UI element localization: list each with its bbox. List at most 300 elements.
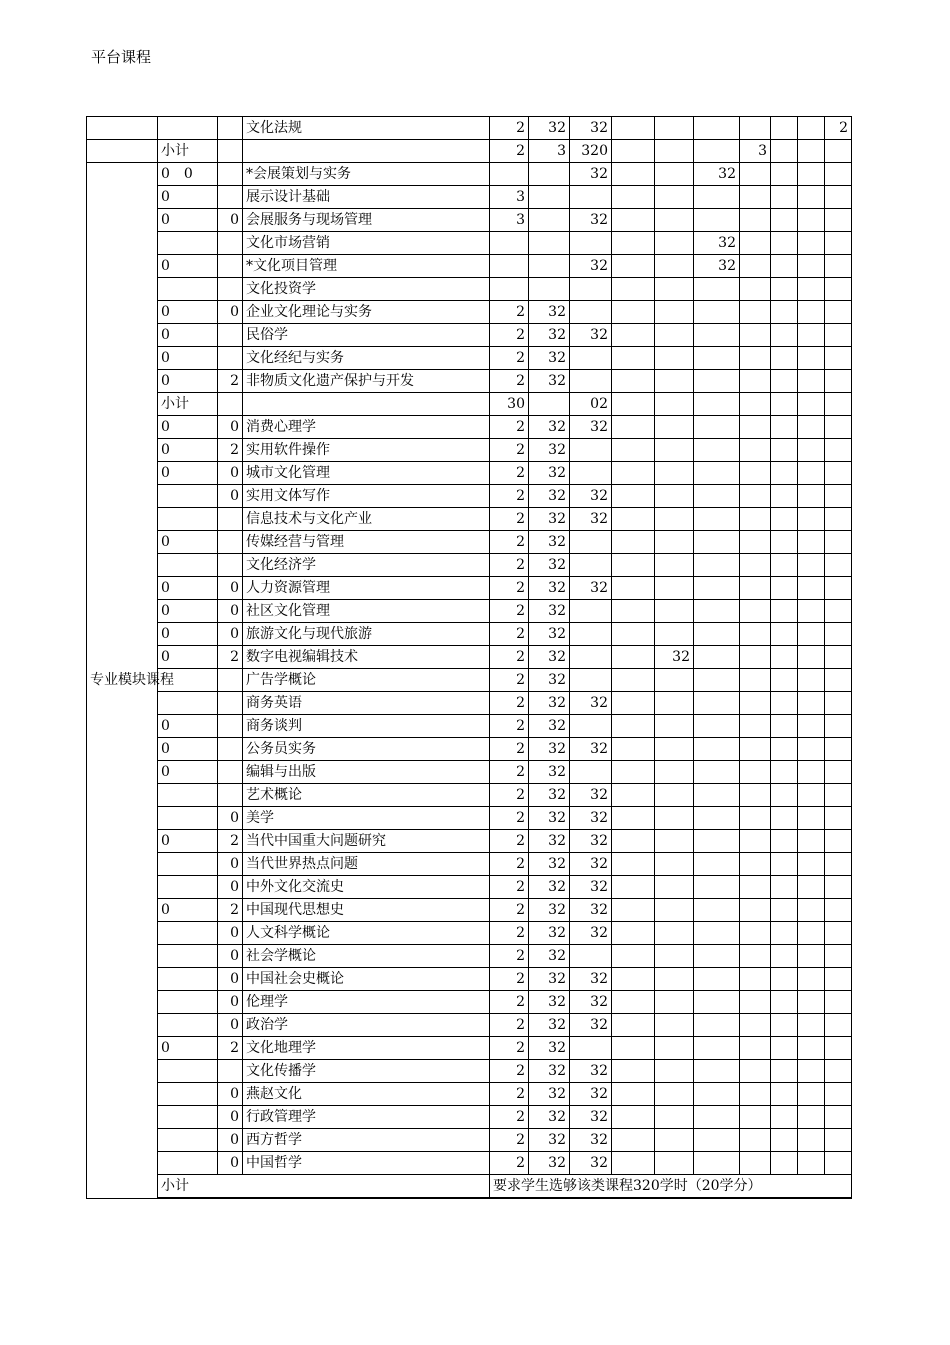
- value-cell: 32: [529, 347, 570, 370]
- value-cell: [655, 163, 694, 186]
- table-row: [87, 1060, 852, 1083]
- code-cell: [158, 945, 218, 968]
- code-cell: [218, 278, 243, 301]
- value-cell: [740, 853, 771, 876]
- code-cell: [218, 117, 243, 140]
- value-cell: [825, 554, 852, 577]
- value-cell: [798, 347, 825, 370]
- value-cell: [825, 485, 852, 508]
- value-cell: [570, 439, 612, 462]
- value-cell: [798, 876, 825, 899]
- value-cell: [694, 830, 740, 853]
- value-cell: [798, 646, 825, 669]
- value-cell: [798, 761, 825, 784]
- value-cell: [529, 232, 570, 255]
- value-cell: [655, 1037, 694, 1060]
- table-row: [87, 370, 852, 393]
- code-cell: 2: [218, 370, 243, 393]
- code-cell: [158, 1060, 218, 1083]
- value-cell: 2: [490, 968, 529, 991]
- value-cell: [694, 1129, 740, 1152]
- value-cell: [771, 324, 798, 347]
- value-cell: [798, 1129, 825, 1152]
- table-row: [87, 186, 852, 209]
- value-cell: 2: [490, 347, 529, 370]
- course-name-cell: 消费心理学: [243, 416, 490, 439]
- value-cell: [612, 968, 655, 991]
- code-cell: 0: [158, 531, 218, 554]
- value-cell: [694, 1083, 740, 1106]
- value-cell: 32: [529, 761, 570, 784]
- value-cell: [612, 669, 655, 692]
- table-row: [87, 738, 852, 761]
- table-row: [87, 508, 852, 531]
- value-cell: [570, 370, 612, 393]
- course-name-cell: 商务谈判: [243, 715, 490, 738]
- value-cell: [694, 669, 740, 692]
- value-cell: 32: [570, 738, 612, 761]
- value-cell: [655, 738, 694, 761]
- value-cell: 32: [529, 692, 570, 715]
- value-cell: [771, 347, 798, 370]
- value-cell: [490, 163, 529, 186]
- value-cell: [771, 393, 798, 416]
- value-cell: [612, 439, 655, 462]
- code-cell: 0: [218, 1152, 243, 1175]
- value-cell: [771, 232, 798, 255]
- code-cell: [218, 1060, 243, 1083]
- value-cell: [570, 554, 612, 577]
- table-row: [87, 485, 852, 508]
- value-cell: [825, 1152, 852, 1175]
- code-cell: [158, 1152, 218, 1175]
- value-cell: [740, 416, 771, 439]
- value-cell: 2: [490, 117, 529, 140]
- value-cell: [771, 922, 798, 945]
- course-name-cell: 社区文化管理: [243, 600, 490, 623]
- code-cell: [158, 1014, 218, 1037]
- code-cell: [158, 968, 218, 991]
- code-cell: 0: [218, 1106, 243, 1129]
- table-row: [87, 531, 852, 554]
- code-cell: [158, 784, 218, 807]
- value-cell: [740, 968, 771, 991]
- value-cell: [825, 899, 852, 922]
- code-cell: 0: [158, 600, 218, 623]
- course-name-cell: 民俗学: [243, 324, 490, 347]
- course-name-cell: 会展服务与现场管理: [243, 209, 490, 232]
- code-cell: 0: [158, 324, 218, 347]
- value-cell: [570, 301, 612, 324]
- value-cell: [771, 968, 798, 991]
- value-cell: [798, 577, 825, 600]
- value-cell: [798, 991, 825, 1014]
- value-cell: [612, 1129, 655, 1152]
- course-name-cell: 当代中国重大问题研究: [243, 830, 490, 853]
- value-cell: [655, 784, 694, 807]
- code-cell: 0: [158, 899, 218, 922]
- value-cell: [771, 830, 798, 853]
- value-cell: [825, 278, 852, 301]
- value-cell: [612, 853, 655, 876]
- value-cell: [655, 761, 694, 784]
- value-cell: [694, 370, 740, 393]
- value-cell: [612, 370, 655, 393]
- value-cell: [655, 692, 694, 715]
- value-cell: 32: [529, 554, 570, 577]
- value-cell: [771, 140, 798, 163]
- value-cell: [798, 232, 825, 255]
- value-cell: [694, 968, 740, 991]
- value-cell: [771, 876, 798, 899]
- value-cell: [529, 186, 570, 209]
- value-cell: [771, 1060, 798, 1083]
- value-cell: [529, 209, 570, 232]
- value-cell: [612, 508, 655, 531]
- value-cell: 32: [570, 1152, 612, 1175]
- value-cell: 3: [490, 186, 529, 209]
- value-cell: [570, 462, 612, 485]
- code-cell: [158, 692, 218, 715]
- value-cell: 32: [529, 1014, 570, 1037]
- value-cell: 32: [529, 324, 570, 347]
- code-cell: [218, 324, 243, 347]
- value-cell: [771, 531, 798, 554]
- table-row: [87, 1083, 852, 1106]
- value-cell: [740, 117, 771, 140]
- value-cell: [771, 784, 798, 807]
- value-cell: [825, 439, 852, 462]
- value-cell: [740, 163, 771, 186]
- value-cell: [740, 393, 771, 416]
- category-cell: [87, 117, 158, 140]
- course-name-cell: 文化法规: [243, 117, 490, 140]
- value-cell: [798, 853, 825, 876]
- value-cell: [825, 830, 852, 853]
- value-cell: [655, 117, 694, 140]
- value-cell: [771, 991, 798, 1014]
- value-cell: [825, 232, 852, 255]
- value-cell: [798, 140, 825, 163]
- value-cell: [798, 1037, 825, 1060]
- value-cell: [655, 922, 694, 945]
- course-name-cell: 人力资源管理: [243, 577, 490, 600]
- value-cell: 32: [529, 876, 570, 899]
- value-cell: [798, 186, 825, 209]
- value-cell: [825, 324, 852, 347]
- value-cell: [798, 163, 825, 186]
- value-cell: [694, 324, 740, 347]
- value-cell: 32: [529, 830, 570, 853]
- value-cell: [570, 278, 612, 301]
- value-cell: [740, 278, 771, 301]
- table-row: [87, 416, 852, 439]
- course-name-cell: 展示设计基础: [243, 186, 490, 209]
- table-row: [87, 554, 852, 577]
- value-cell: 32: [529, 922, 570, 945]
- value-cell: [771, 1037, 798, 1060]
- value-cell: [771, 485, 798, 508]
- value-cell: [694, 1014, 740, 1037]
- value-cell: [612, 416, 655, 439]
- value-cell: [771, 1106, 798, 1129]
- value-cell: 32: [570, 209, 612, 232]
- value-cell: [798, 692, 825, 715]
- value-cell: [825, 715, 852, 738]
- value-cell: 32: [529, 577, 570, 600]
- value-cell: [771, 508, 798, 531]
- value-cell: [740, 462, 771, 485]
- value-cell: [798, 508, 825, 531]
- code-cell: [218, 531, 243, 554]
- code-cell: 0: [218, 623, 243, 646]
- course-name-cell: *文化项目管理: [243, 255, 490, 278]
- value-cell: [694, 577, 740, 600]
- value-cell: 32: [570, 899, 612, 922]
- value-cell: [694, 462, 740, 485]
- value-cell: [694, 301, 740, 324]
- value-cell: [740, 439, 771, 462]
- value-cell: [612, 991, 655, 1014]
- value-cell: 32: [570, 1014, 612, 1037]
- value-cell: 2: [490, 1152, 529, 1175]
- code-cell: [218, 186, 243, 209]
- value-cell: [612, 1152, 655, 1175]
- value-cell: [612, 278, 655, 301]
- value-cell: [740, 324, 771, 347]
- value-cell: 32: [529, 623, 570, 646]
- value-cell: [655, 462, 694, 485]
- code-cell: [218, 761, 243, 784]
- value-cell: [798, 393, 825, 416]
- value-cell: [825, 1129, 852, 1152]
- value-cell: [825, 508, 852, 531]
- code-cell: 0: [218, 462, 243, 485]
- course-name-cell: 实用软件操作: [243, 439, 490, 462]
- value-cell: [825, 1037, 852, 1060]
- value-cell: [798, 899, 825, 922]
- course-name-cell: 行政管理学: [243, 1106, 490, 1129]
- code-cell: 0: [218, 853, 243, 876]
- code-cell: 0: [158, 715, 218, 738]
- value-cell: [655, 393, 694, 416]
- value-cell: 32: [529, 1083, 570, 1106]
- value-cell: [655, 807, 694, 830]
- value-cell: [655, 324, 694, 347]
- value-cell: 30: [490, 393, 529, 416]
- value-cell: [655, 715, 694, 738]
- course-name-cell: 文化经济学: [243, 554, 490, 577]
- value-cell: [694, 439, 740, 462]
- value-cell: [825, 761, 852, 784]
- table-row: [87, 255, 852, 278]
- code-cell: 0: [218, 922, 243, 945]
- value-cell: 2: [490, 853, 529, 876]
- value-cell: 32: [570, 255, 612, 278]
- value-cell: [655, 439, 694, 462]
- code-cell: 小计: [158, 393, 218, 416]
- course-name-cell: 编辑与出版: [243, 761, 490, 784]
- value-cell: 2: [490, 830, 529, 853]
- value-cell: 32: [529, 968, 570, 991]
- value-cell: [694, 140, 740, 163]
- code-cell: 0: [218, 991, 243, 1014]
- value-cell: [570, 623, 612, 646]
- value-cell: [825, 876, 852, 899]
- value-cell: [771, 554, 798, 577]
- value-cell: [825, 968, 852, 991]
- value-cell: [570, 646, 612, 669]
- table-row: [87, 1106, 852, 1129]
- value-cell: 2: [490, 324, 529, 347]
- code-cell: 0: [158, 255, 218, 278]
- value-cell: 32: [694, 255, 740, 278]
- value-cell: [825, 186, 852, 209]
- value-cell: [825, 945, 852, 968]
- value-cell: 2: [490, 554, 529, 577]
- value-cell: 32: [694, 232, 740, 255]
- value-cell: 2: [490, 807, 529, 830]
- value-cell: [612, 301, 655, 324]
- value-cell: [798, 1060, 825, 1083]
- value-cell: [825, 140, 852, 163]
- value-cell: [490, 232, 529, 255]
- code-cell: 0: [218, 1014, 243, 1037]
- value-cell: [771, 807, 798, 830]
- value-cell: 32: [529, 807, 570, 830]
- page-title: 平台课程: [91, 48, 152, 66]
- value-cell: [694, 393, 740, 416]
- value-cell: [798, 370, 825, 393]
- code-cell: [218, 784, 243, 807]
- value-cell: 2: [490, 876, 529, 899]
- value-cell: [740, 692, 771, 715]
- table-row: [87, 324, 852, 347]
- value-cell: [771, 1129, 798, 1152]
- code-cell: 0: [158, 347, 218, 370]
- value-cell: 320: [570, 140, 612, 163]
- table-row: [87, 209, 852, 232]
- table-row: [87, 761, 852, 784]
- value-cell: 32: [529, 370, 570, 393]
- value-cell: 2: [490, 577, 529, 600]
- value-cell: [612, 715, 655, 738]
- code-cell: 0: [218, 577, 243, 600]
- value-cell: [655, 209, 694, 232]
- value-cell: [771, 646, 798, 669]
- value-cell: 32: [529, 439, 570, 462]
- value-cell: [612, 554, 655, 577]
- value-cell: 32: [529, 508, 570, 531]
- value-cell: [771, 301, 798, 324]
- value-cell: [798, 1106, 825, 1129]
- value-cell: [740, 945, 771, 968]
- code-cell: [158, 232, 218, 255]
- course-name-cell: 中国社会史概论: [243, 968, 490, 991]
- value-cell: [740, 600, 771, 623]
- value-cell: [740, 508, 771, 531]
- course-name-cell: 文化传播学: [243, 1060, 490, 1083]
- value-cell: [740, 209, 771, 232]
- value-cell: [798, 117, 825, 140]
- value-cell: [798, 922, 825, 945]
- value-cell: [655, 968, 694, 991]
- value-cell: 2: [490, 692, 529, 715]
- value-cell: [694, 853, 740, 876]
- value-cell: 32: [570, 1106, 612, 1129]
- code-cell: 0: [218, 807, 243, 830]
- value-cell: [694, 646, 740, 669]
- value-cell: [825, 600, 852, 623]
- value-cell: [694, 991, 740, 1014]
- value-cell: 2: [490, 761, 529, 784]
- value-cell: [771, 255, 798, 278]
- code-cell: 0: [218, 301, 243, 324]
- value-cell: [612, 1037, 655, 1060]
- value-cell: [655, 1014, 694, 1037]
- code-cell: [158, 554, 218, 577]
- value-cell: [740, 1014, 771, 1037]
- value-cell: 3: [490, 209, 529, 232]
- value-cell: [825, 531, 852, 554]
- value-cell: [570, 347, 612, 370]
- value-cell: [612, 1060, 655, 1083]
- value-cell: [655, 899, 694, 922]
- value-cell: 32: [529, 1060, 570, 1083]
- code-cell: [218, 255, 243, 278]
- value-cell: [740, 186, 771, 209]
- value-cell: 02: [570, 393, 612, 416]
- code-cell: [218, 163, 243, 186]
- value-cell: [798, 623, 825, 646]
- course-name-cell: 美学: [243, 807, 490, 830]
- value-cell: 32: [529, 945, 570, 968]
- value-cell: [771, 669, 798, 692]
- value-cell: [655, 1060, 694, 1083]
- value-cell: [771, 761, 798, 784]
- value-cell: 32: [570, 577, 612, 600]
- value-cell: [771, 209, 798, 232]
- code-cell: 0: [158, 646, 218, 669]
- value-cell: [798, 1083, 825, 1106]
- course-name-cell: 商务英语: [243, 692, 490, 715]
- value-cell: [694, 623, 740, 646]
- value-cell: [655, 186, 694, 209]
- value-cell: [570, 761, 612, 784]
- course-name-cell: 文化投资学: [243, 278, 490, 301]
- value-cell: 32: [529, 715, 570, 738]
- value-cell: [612, 1014, 655, 1037]
- value-cell: 32: [570, 968, 612, 991]
- course-name-cell: [243, 140, 490, 163]
- code-cell: 2: [218, 830, 243, 853]
- value-cell: 32: [570, 117, 612, 140]
- value-cell: [825, 416, 852, 439]
- value-cell: 2: [490, 669, 529, 692]
- value-cell: 32: [529, 1037, 570, 1060]
- value-cell: 2: [490, 1106, 529, 1129]
- course-name-cell: 燕赵文化: [243, 1083, 490, 1106]
- value-cell: [798, 669, 825, 692]
- value-cell: [570, 531, 612, 554]
- value-cell: [612, 738, 655, 761]
- value-cell: [798, 1152, 825, 1175]
- value-cell: [740, 1037, 771, 1060]
- value-cell: [740, 485, 771, 508]
- value-cell: [612, 692, 655, 715]
- value-cell: [612, 485, 655, 508]
- value-cell: [612, 209, 655, 232]
